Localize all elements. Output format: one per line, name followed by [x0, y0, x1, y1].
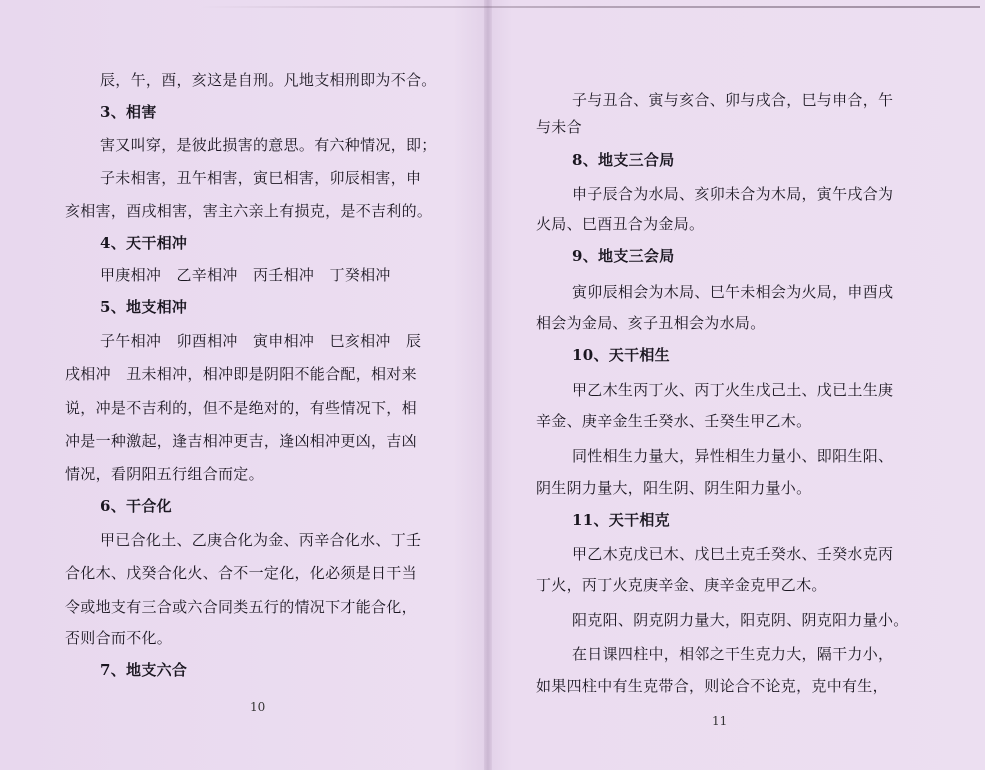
left-heading-5: 5、地支相冲: [100, 298, 188, 316]
left-line-4: 子未相害，丑午相害，寅巳相害，卯辰相害，申: [100, 169, 422, 187]
left-line-10: 戌相冲 丑未相冲，相冲即是阴阳不能合配，相对来: [65, 365, 417, 383]
right-heading-11: 11、天干相克: [572, 511, 670, 529]
right-page: [490, 0, 985, 770]
right-line-17: 阳克阳、阴克阴力量大，阳克阴、阴克阳力量小。: [572, 611, 909, 629]
left-line-13: 情况，看阴阳五行组合而定。: [65, 465, 264, 483]
left-line-17: 令或地支有三合或六合同类五行的情况下才能合化，: [65, 598, 417, 616]
right-line-16: 丁火，丙丁火克庚辛金、庚辛金克甲乙木。: [536, 576, 827, 594]
right-line-8: 相会为金局、亥子丑相会为水局。: [536, 314, 766, 332]
left-heading-6: 6、干合化: [100, 497, 172, 515]
left-line-5: 亥相害，酉戌相害，害主六亲上有损克，是不吉利的。: [65, 202, 433, 220]
right-line-19: 如果四柱中有生克带合，则论合不论克，克中有生，: [536, 677, 888, 695]
right-heading-8: 8、地支三合局: [572, 151, 675, 169]
right-heading-9: 9、地支三会局: [572, 247, 675, 265]
right-line-2: 与未合: [536, 118, 582, 136]
left-heading-3: 3、相害: [100, 103, 157, 121]
right-heading-10: 10、天干相生: [572, 346, 670, 364]
left-page: [0, 0, 490, 770]
left-heading-7: 7、地支六合: [100, 661, 188, 679]
page-number-left: 10: [250, 700, 266, 714]
left-line-15: 甲已合化土、乙庚合化为金、丙辛合化水、丁壬: [100, 531, 422, 549]
left-line-7: 甲庚相冲 乙辛相冲 丙壬相冲 丁癸相冲: [100, 266, 391, 284]
left-line-9: 子午相冲 卯酉相冲 寅申相冲 巳亥相冲 辰: [100, 332, 422, 350]
left-line-16: 合化木、戊癸合化火、合不一定化，化必须是日干当: [65, 564, 417, 582]
right-line-13: 阴生阴力量大，阳生阴、阴生阳力量小。: [536, 479, 812, 497]
right-line-5: 火局、巳酉丑合为金局。: [536, 215, 705, 233]
page-number-right: 11: [712, 714, 728, 728]
right-line-18: 在日课四柱中，相邻之干生克力大，隔干力小，: [572, 645, 894, 663]
right-line-15: 甲乙木克戊已木、戊巳土克壬癸水、壬癸水克丙: [572, 545, 894, 563]
right-line-1: 子与丑合、寅与亥合、卯与戌合，巳与申合，午: [572, 91, 894, 109]
right-line-7: 寅卯辰相会为木局、巳午未相会为火局，申酉戌: [572, 283, 894, 301]
right-line-10: 甲乙木生丙丁火、丙丁火生戊己土、戊已土生庚: [572, 381, 894, 399]
right-line-11: 辛金、庚辛金生壬癸水、壬癸生甲乙木。: [536, 412, 812, 430]
right-line-12: 同性相生力量大，异性相生力量小、即阳生阳、: [572, 447, 894, 465]
left-line-11: 说，冲是不吉利的，但不是绝对的，有些情况下，相: [65, 399, 417, 417]
right-line-4: 申子辰合为水局、亥卯未合为木局，寅午戌合为: [572, 185, 894, 203]
left-line-18: 否则合而不化。: [65, 629, 173, 647]
left-line-1: 辰，午，酉，亥这是自刑。凡地支相刑即为不合。: [100, 71, 437, 89]
left-line-12: 冲是一种激起，逢吉相冲更吉，逢凶相冲更凶，吉凶: [65, 432, 417, 450]
left-heading-4: 4、天干相冲: [100, 234, 188, 252]
left-line-3: 害又叫穿，是彼此损害的意思。有六种情况，即；: [100, 136, 437, 154]
